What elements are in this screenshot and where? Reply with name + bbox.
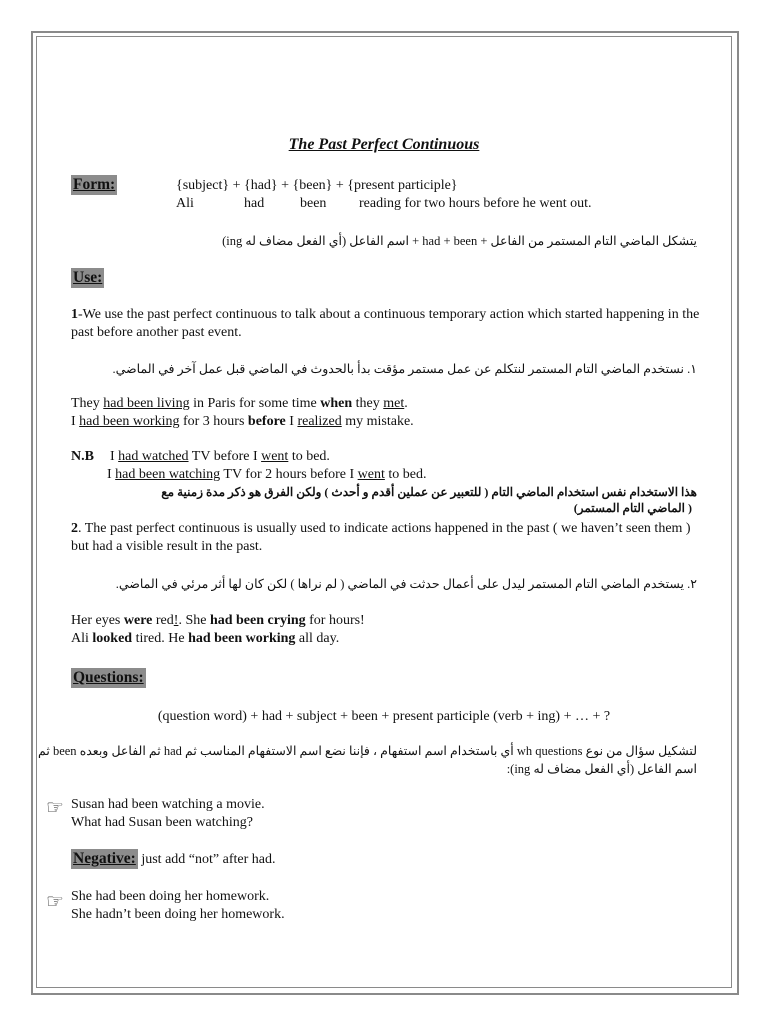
- form-arabic: يتشكل الماضي التام المستمر من الفاعل + had + been + اسم الفاعل (أي الفعل مضاف له ing): [222, 234, 697, 248]
- questions-arabic-2: اسم الفاعل (أي الفعل مضاف له ing):: [506, 762, 697, 776]
- example-sentence-3: Her eyes were red!. She had been crying for hours!: [71, 613, 365, 628]
- hand-pointing-icon: ☞: [46, 891, 64, 913]
- example-sentence-4: Ali looked tired. He had been working all day.: [71, 631, 340, 646]
- questions-arabic-1: لتشكيل سؤال من نوع wh questions أي باستخدام اسم استفهام ، فإننا نضع اسم الاستفهام المناسب ثم had ثم الفاعل وبعده been ثم: [38, 744, 697, 758]
- nb-label: N.B: [71, 449, 94, 464]
- example-sentence-1: They had been living in Paris for some time when they met.: [71, 396, 408, 411]
- hand-pointing-icon: ☞: [46, 797, 64, 819]
- page-title: The Past Perfect Continuous: [288, 136, 480, 153]
- nb-line-2: I had been watching TV for 2 hours before I went to bed.: [107, 467, 427, 482]
- nb-arabic-2: ( الماضي التام المستمر): [573, 501, 692, 515]
- use-point-1: 1-We use the past perfect continuous to talk about a continuous temporary action which started happening in the past before another past event.: [71, 307, 700, 340]
- form-example-had: had: [244, 196, 265, 211]
- form-example-rest: reading for two hours before he went out.: [359, 196, 592, 211]
- questions-heading: Questions:: [73, 669, 144, 686]
- form-formula: {subject} + {had} + {been} + {present participle}: [176, 178, 458, 193]
- negative-example-1: She had been doing her homework.: [71, 889, 270, 904]
- use-heading: Use:: [73, 269, 103, 286]
- negative-text: just add “not” after had.: [137, 852, 276, 867]
- nb-arabic-1: هذا الاستخدام نفس استخدام الماضي التام ( للتعبير عن عملين أقدم و أحدث ) ولكن الفرق هو ذكر مدة زمنية مع: [161, 485, 697, 499]
- questions-example-2: What had Susan been watching?: [71, 815, 253, 830]
- example-sentence-2: I had been working for 3 hours before I realized my mistake.: [71, 414, 414, 429]
- use-point-2-arabic: ٢. يستخدم الماضي التام المستمر ليدل على أعمال حدثت في الماضي ( لم نراها ) لكن كان لها أثر مرئي في الماضي.: [115, 577, 697, 591]
- form-example-subject: Ali: [176, 196, 194, 211]
- form-example-been: been: [300, 196, 327, 211]
- negative-row: [71, 849, 275, 869]
- questions-formula: (question word) + had + subject + been + present participle (verb + ing) + … + ?: [157, 709, 611, 724]
- form-heading: Form:: [73, 176, 116, 193]
- negative-example-2: She hadn’t been doing her homework.: [71, 907, 285, 922]
- use-point-2: 2. The past perfect continuous is usually used to indicate actions happened in the past ( we haven’t seen them ) but had a visible result in the past.: [71, 521, 691, 554]
- nb-line-1: I had watched TV before I went to bed.: [110, 449, 330, 464]
- use-point-1-arabic: ١. نستخدم الماضي التام المستمر لنتكلم عن عمل مستمر مؤقت بدأ بالحدوث في الماضي قبل عمل آخر في الماضي.: [112, 362, 697, 376]
- negative-heading: Negative:: [73, 850, 136, 867]
- questions-example-1: Susan had been watching a movie.: [71, 797, 265, 812]
